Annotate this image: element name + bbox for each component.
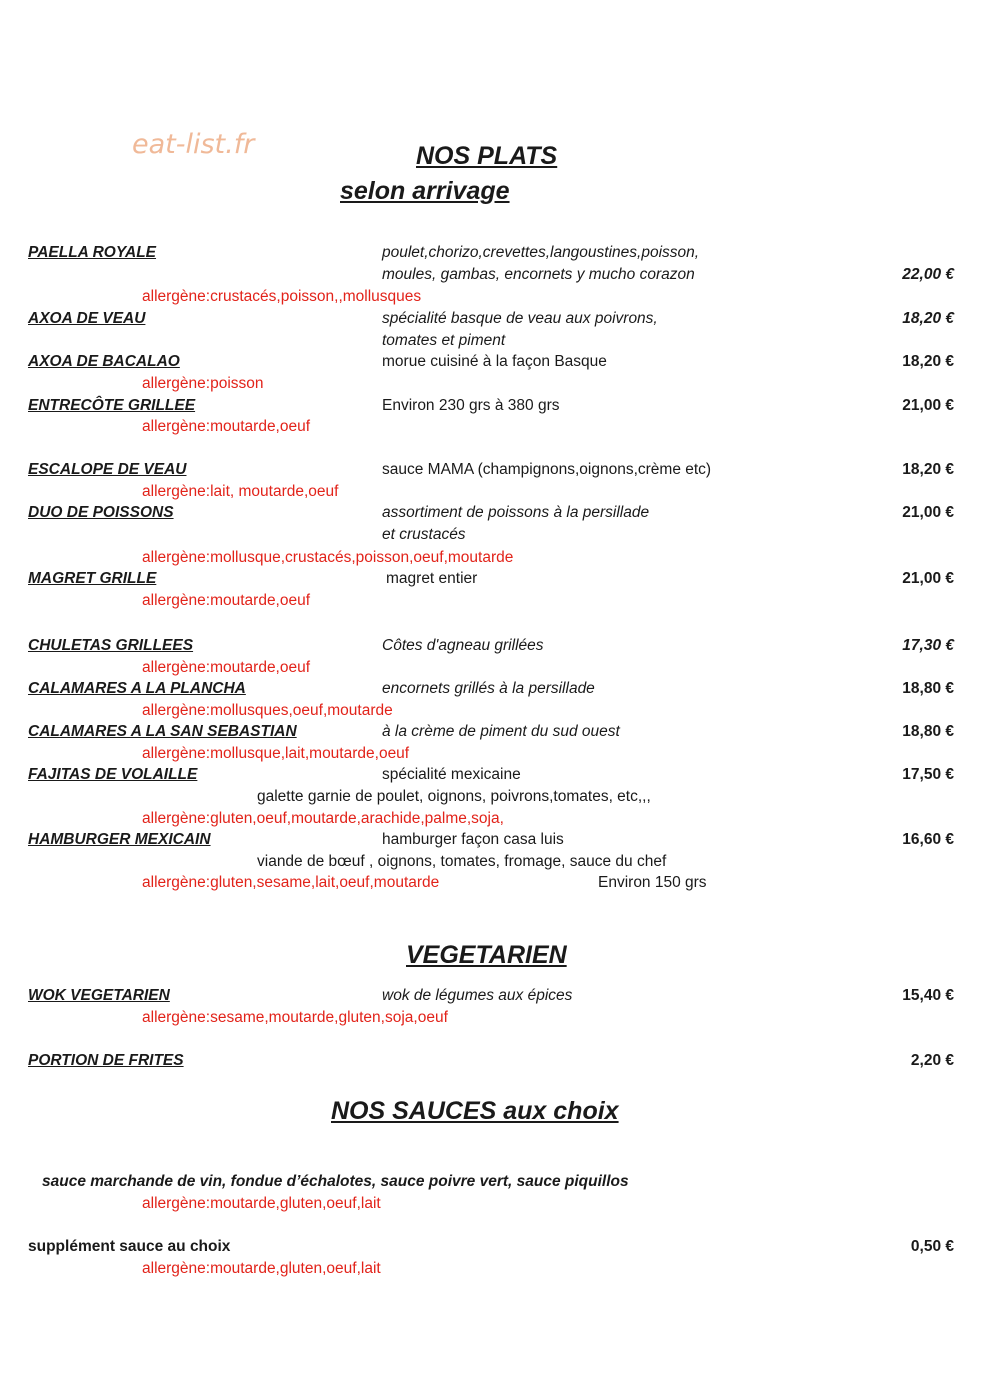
allergen-note: allergène:sesame,moutarde,gluten,soja,oeuf (142, 1009, 448, 1026)
dish-price: 17,30 € (902, 637, 954, 654)
dish-name: DUO DE POISSONS (28, 504, 174, 521)
dish-name: MAGRET GRILLE (28, 570, 157, 587)
dish-description: à la crème de piment du sud ouest (382, 723, 620, 740)
dish-description: moules, gambas, encornets y mucho corazon (382, 266, 695, 283)
watermark-logo: eat-list.fr (132, 129, 255, 160)
dish-price: 2,20 € (910, 1052, 954, 1069)
dish-price: 21,00 € (902, 504, 954, 521)
dish-price: 18,20 € (902, 353, 954, 370)
dish-description: magret entier (386, 570, 478, 587)
dish-name: CALAMARES A LA SAN SEBASTIAN (28, 723, 297, 740)
dish-name: PORTION DE FRITES (28, 1052, 184, 1069)
allergen-note: allergène:moutarde,oeuf (142, 659, 311, 676)
dish-description: assortiment de poissons à la persillade (382, 504, 650, 521)
dish-description: galette garnie de poulet, oignons, poivrons,tomates, etc,,, (257, 788, 651, 805)
dish-price: 18,80 € (902, 723, 954, 740)
dish-price: 18,20 € (902, 461, 954, 478)
dish-name: HAMBURGER MEXICAIN (28, 831, 211, 848)
dish-price: 16,60 € (902, 831, 954, 848)
dish-price: 21,00 € (902, 397, 954, 414)
section-title-vegetarian: VEGETARIEN (406, 941, 567, 969)
dish-description: encornets grillés à la persillade (382, 680, 595, 697)
dish-name: AXOA DE BACALAO (28, 353, 180, 370)
allergen-note: allergène:mollusque,lait,moutarde,oeuf (142, 745, 410, 762)
dish-price: 18,20 € (902, 310, 954, 327)
dish-name: FAJITAS DE VOLAILLE (28, 766, 198, 783)
section-title-sauces: NOS SAUCES aux choix (331, 1097, 619, 1125)
sauce-supplement-label: supplément sauce au choix (28, 1238, 231, 1255)
dish-description: Environ 230 grs à 380 grs (382, 397, 560, 414)
dish-name: ENTRECÔTE GRILLEE (28, 397, 196, 414)
allergen-note: allergène:moutarde,gluten,oeuf,lait (142, 1260, 381, 1277)
dish-price: 22,00 € (902, 266, 954, 283)
dish-description: spécialité basque de veau aux poivrons, (382, 310, 658, 327)
dish-name: ESCALOPE DE VEAU (28, 461, 187, 478)
dish-name: AXOA DE VEAU (28, 310, 146, 327)
allergen-note: allergène:mollusques,oeuf,moutarde (142, 702, 393, 719)
dish-description: wok de légumes aux épices (382, 987, 573, 1004)
page-subtitle: selon arrivage (340, 177, 510, 205)
dish-price: 17,50 € (902, 766, 954, 783)
sauce-list: sauce marchande de vin, fondue d’échalotes, sauce poivre vert, sauce piquillos (42, 1173, 629, 1190)
allergen-note: allergène:moutarde,gluten,oeuf,lait (142, 1195, 381, 1212)
dish-weight-note: Environ 150 grs (598, 874, 707, 891)
dish-description: hamburger façon casa luis (382, 831, 564, 848)
allergen-note: allergène:poisson (142, 375, 264, 392)
allergen-note: allergène:mollusque,crustacés,poisson,oeuf,moutarde (142, 549, 514, 566)
dish-name: CHULETAS GRILLEES (28, 637, 194, 654)
page-title: NOS PLATS (416, 142, 558, 170)
allergen-note: allergène:moutarde,oeuf (142, 592, 311, 609)
dish-description: et crustacés (382, 526, 466, 543)
allergen-note: allergène:moutarde,oeuf (142, 418, 311, 435)
dish-price: 21,00 € (902, 570, 954, 587)
allergen-note: allergène:gluten,sesame,lait,oeuf,moutarde (142, 874, 440, 891)
dish-description: Côtes d'agneau grillées (382, 637, 544, 654)
dish-name: CALAMARES A LA PLANCHA (28, 680, 246, 697)
dish-name: WOK VEGETARIEN (28, 987, 170, 1004)
dish-description: morue cuisiné à la façon Basque (382, 353, 607, 370)
allergen-note: allergène:gluten,oeuf,moutarde,arachide,palme,soja, (142, 810, 504, 827)
dish-description: sauce MAMA (champignons,oignons,crème etc) (382, 461, 712, 478)
dish-description: tomates et piment (382, 332, 506, 349)
allergen-note: allergène:lait, moutarde,oeuf (142, 483, 339, 500)
dish-description: viande de bœuf , oignons, tomates, fromage, sauce du chef (257, 853, 667, 870)
dish-description: spécialité mexicaine (382, 766, 521, 783)
sauce-supplement-price: 0,50 € (910, 1238, 954, 1255)
dish-name: PAELLA ROYALE (28, 244, 157, 261)
dish-price: 15,40 € (902, 987, 954, 1004)
dish-price: 18,80 € (902, 680, 954, 697)
allergen-note: allergène:crustacés,poisson,,mollusques (142, 288, 422, 305)
dish-description: poulet,chorizo,crevettes,langoustines,poisson, (382, 244, 700, 261)
